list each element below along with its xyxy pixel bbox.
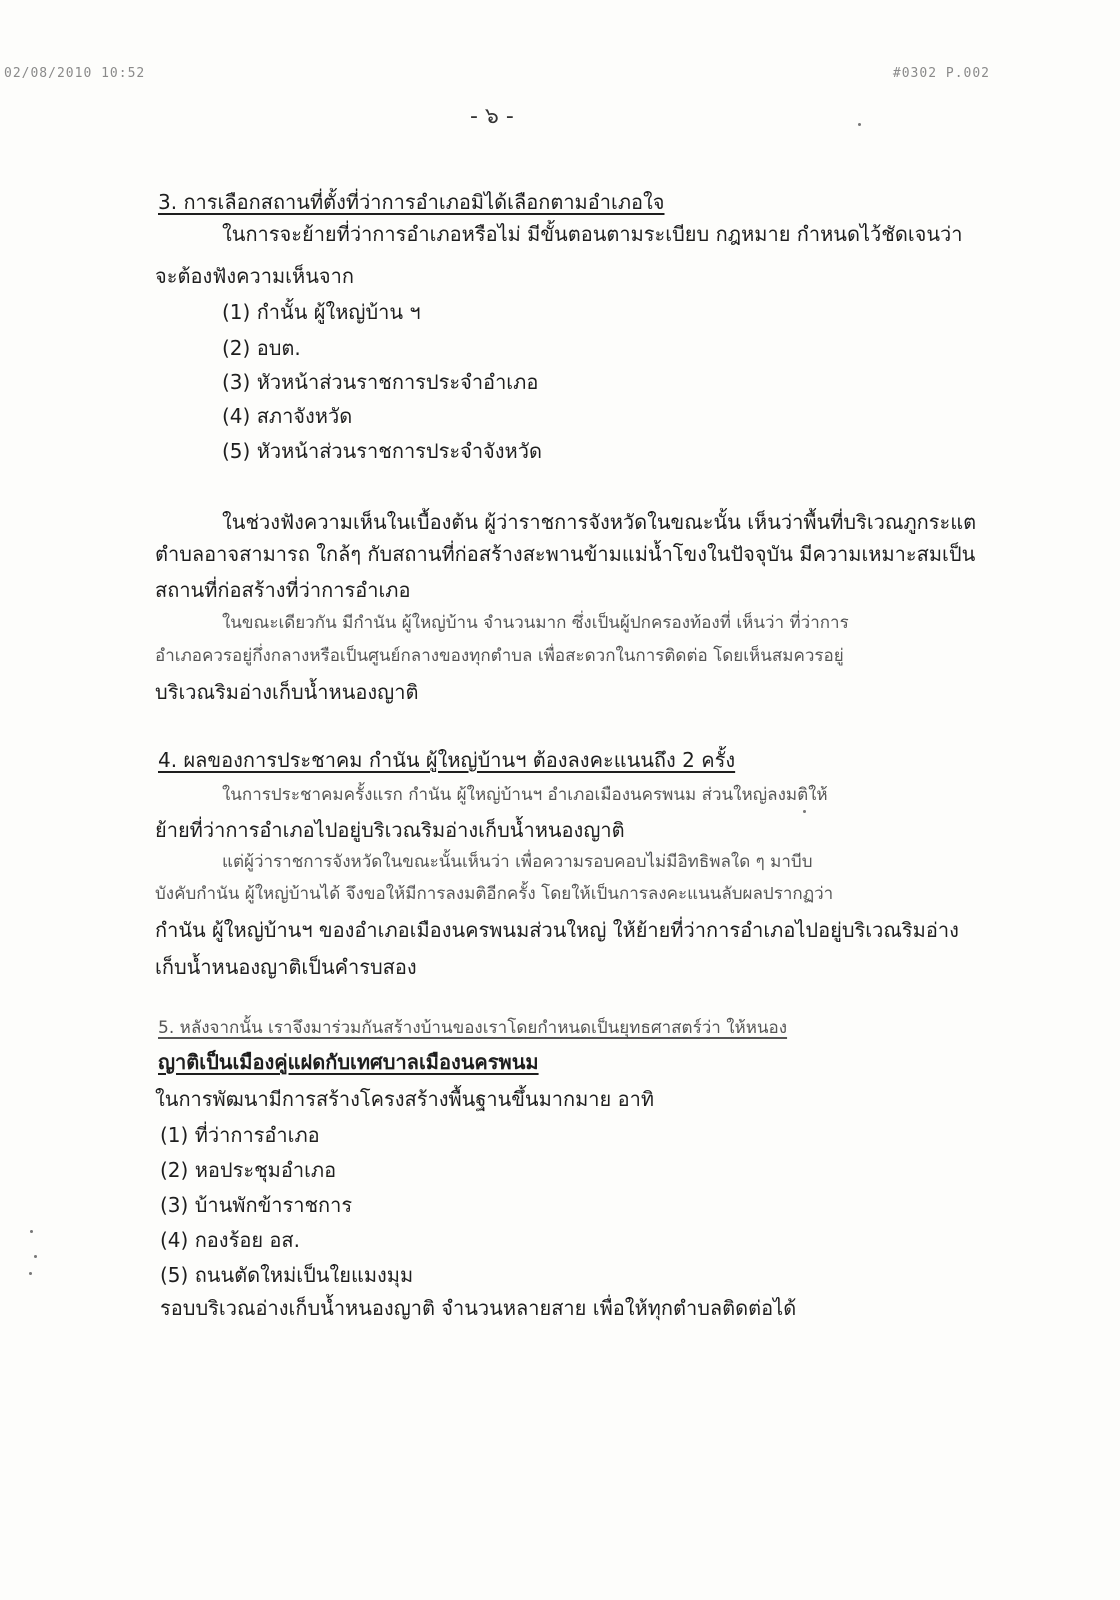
section-5-list-item: (2) หอประชุมอำเภอ (160, 1158, 337, 1182)
scan-speck (30, 1230, 33, 1233)
section-4-para-2-line-1: แต่ผู้ว่าราชการจังหวัดในขณะนั้นเห็นว่า เพื่อความรอบคอบไม่มีอิทธิพลใด ๆ มาบีบ (222, 852, 813, 872)
section-4-para-2-line-2: บังคับกำนัน ผู้ใหญ่บ้านได้ จึงขอให้มีการลงมติอีกครั้ง โดยให้เป็นการลงคะแนนลับผลปรากฏว่า (155, 884, 834, 904)
section-5-list-item: (3) บ้านพักข้าราชการ (160, 1193, 353, 1217)
section-5-intro: ในการพัฒนามีการสร้างโครงสร้างพื้นฐานขึ้นมากมาย อาทิ (155, 1087, 655, 1111)
section-3-list-item: (2) อบต. (222, 336, 301, 360)
section-3-list-item: (1) กำนั้น ผู้ใหญ่บ้าน ฯ (222, 300, 421, 324)
section-3-para-2-line-2: ตำบลอาจสามารถ ใกล้ๆ กับสถานที่ก่อสร้างสะพานข้ามแม่น้ำโขงในปัจจุบัน มีความเหมาะสมเป็น (155, 542, 976, 566)
section-5-list-item: (5) ถนนตัดใหม่เป็นใยแมงมุม (160, 1263, 414, 1287)
section-3-para-3-line-3: บริเวณริมอ่างเก็บน้ำหนองญาติ (155, 680, 419, 704)
page-number: - ๖ - (470, 104, 514, 129)
section-4-para-2-line-3: กำนัน ผู้ใหญ่บ้านฯ ของอำเภอเมืองนครพนมส่วนใหญ่ ให้ย้ายที่ว่าการอำเภอไปอยู่บริเวณริมอ่าง (155, 918, 959, 942)
scan-speck (34, 1255, 37, 1258)
scan-speck (29, 1272, 32, 1275)
section-3-para-3-line-2: อำเภอควรอยู่กึ่งกลางหรือเป็นศูนย์กลางของทุกตำบล เพื่อสะดวกในการติดต่อ โดยเห็นสมควรอยู่ (155, 646, 844, 666)
section-5-heading-line-1: 5. หลังจากนั้น เราจึงมาร่วมกันสร้างบ้านของเราโดยกำหนดเป็นยุทธศาสตร์ว่า ให้หนอง (158, 1018, 788, 1038)
section-5-heading-line-2: ญาติเป็นเมืองคู่แฝดกับเทศบาลเมืองนครพนม (158, 1050, 539, 1074)
section-3-para-2-line-1: ในช่วงฟังความเห็นในเบื้องต้น ผู้ว่าราชการจังหวัดในขณะนั้น เห็นว่าพื้นที่บริเวณภูกระแต (222, 510, 977, 534)
scan-speck (803, 810, 806, 813)
section-4-para-2-line-4: เก็บน้ำหนองญาติเป็นคำรบสอง (155, 955, 417, 979)
section-3-heading: 3. การเลือกสถานที่ตั้งที่ว่าการอำเภอมิได้เลือกตามอำเภอใจ (158, 190, 665, 214)
fax-timestamp: 02/08/2010 10:52 (4, 66, 146, 81)
section-5-list-item: (4) กองร้อย อส. (160, 1228, 300, 1252)
section-3-para-2-line-3: สถานที่ก่อสร้างที่ว่าการอำเภอ (155, 578, 411, 602)
section-3-list-item: (5) หัวหน้าส่วนราชการประจำจังหวัด (222, 439, 542, 463)
section-4-heading: 4. ผลของการประชาคม กำนัน ผู้ใหญ่บ้านฯ ต้องลงคะแนนถึง 2 ครั้ง (158, 748, 736, 772)
section-3-list-item: (4) สภาจังหวัด (222, 404, 353, 428)
section-3-para-3-line-1: ในขณะเดียวกัน มีกำนัน ผู้ใหญ่บ้าน จำนวนมาก ซึ่งเป็นผู้ปกครองท้องที่ เห็นว่า ที่ว่าการ (222, 613, 849, 633)
section-3-para-1-line-1: ในการจะย้ายที่ว่าการอำเภอหรือไม่ มีขั้นตอนตามระเบียบ กฎหมาย กำหนดไว้ชัดเจนว่า (222, 222, 963, 246)
fax-page-code: #0302 P.002 (892, 66, 990, 81)
section-3-para-1-line-2: จะต้องฟังความเห็นจาก (155, 264, 354, 288)
scan-speck (858, 123, 861, 126)
section-4-para-1-line-2: ย้ายที่ว่าการอำเภอไปอยู่บริเวณริมอ่างเก็บน้ำหนองญาติ (155, 818, 625, 842)
section-5-list-item: (1) ที่ว่าการอำเภอ (160, 1123, 320, 1147)
section-4-para-1-line-1: ในการประชาคมครั้งแรก กำนัน ผู้ใหญ่บ้านฯ อำเภอเมืองนครพนม ส่วนใหญ่ลงมติให้ (222, 785, 828, 805)
section-5-closing: รอบบริเวณอ่างเก็บน้ำหนองญาติ จำนวนหลายสาย เพื่อให้ทุกตำบลติดต่อได้ (160, 1296, 797, 1320)
section-3-list-item: (3) หัวหน้าส่วนราชการประจำอำเภอ (222, 370, 539, 394)
